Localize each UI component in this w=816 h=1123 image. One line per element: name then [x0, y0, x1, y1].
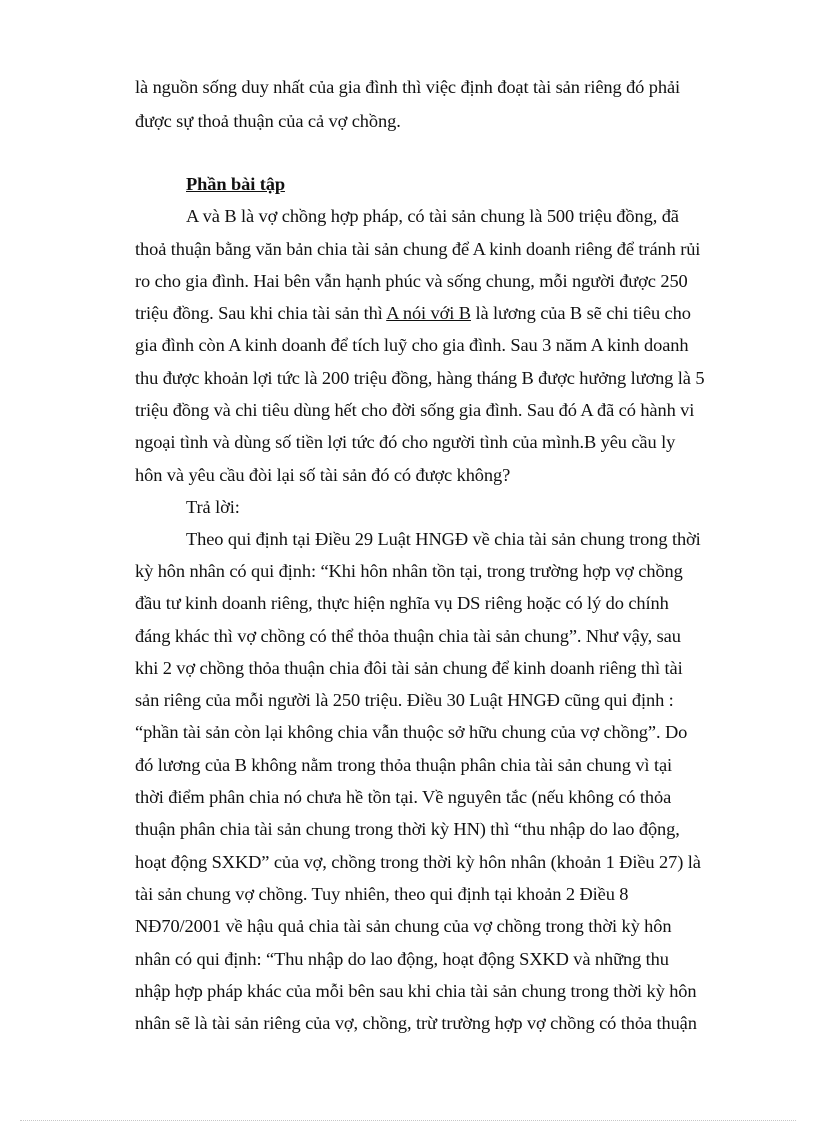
exercise-line: thoả thuận bằng văn bản chia tài sản chung để A kinh doanh riêng để tránh rủi: [135, 239, 701, 259]
exercise-line-4: [135, 304, 691, 322]
answer-line: nhân có qui định: “Thu nhập do lao động, hoạt động SXKD và những thu: [135, 949, 669, 969]
answer-line: sản riêng của mỗi người là 250 triệu. Điều 30 Luật HNGĐ cũng qui định :: [135, 690, 674, 710]
answer-line: kỳ hôn nhân có qui định: “Khi hôn nhân tồn tại, trong trường hợp vợ chồng: [135, 561, 683, 581]
answer-line: nhân sẽ là tài sản riêng của vợ, chồng, trừ trường hợp vợ chồng có thỏa thuận: [135, 1013, 697, 1033]
exercise-line: thu được khoản lợi tức là 200 triệu đồng, hàng tháng B được hưởng lương là 5: [135, 368, 705, 388]
answer-line: tài sản chung vợ chồng. Tuy nhiên, theo qui định tại khoản 2 Điều 8: [135, 884, 629, 904]
answer-line: đáng khác thì vợ chồng có thể thỏa thuận chia tài sản chung”. Như vậy, sau: [135, 626, 681, 646]
answer-line: hoạt động SXKD” của vợ, chồng trong thời kỳ hôn nhân (khoản 1 Điều 27) là: [135, 852, 701, 872]
exercise-line: A và B là vợ chồng hợp pháp, có tài sản chung là 500 triệu đồng, đã: [186, 206, 679, 226]
answer-line: đó lương của B không nằm trong thỏa thuận phân chia tài sản chung vì tại: [135, 755, 673, 775]
intro-line-2: được sự thoả thuận của cả vợ chồng.: [135, 111, 401, 131]
exercise-line-4-underlined: A nói với B: [386, 303, 471, 323]
exercise-heading: Phần bài tập: [186, 174, 285, 194]
page-bottom-divider: [20, 1120, 796, 1121]
exercise-line: gia đình còn A kinh doanh để tích luỹ cho gia đình. Sau 3 năm A kinh doanh: [135, 335, 689, 355]
intro-line-1: là nguồn sống duy nhất của gia đình thì việc định đoạt tài sản riêng đó phải: [135, 77, 681, 97]
exercise-line: ngoại tình và dùng số tiền lợi tức đó cho người tình của mình.B yêu cầu ly: [135, 432, 676, 452]
answer-line: thời điểm phân chia nó chưa hề tồn tại. Về nguyên tắc (nếu không có thỏa: [135, 787, 672, 807]
exercise-line: triệu đồng và chi tiêu dùng hết cho đời sống gia đình. Sau đó A đã có hành vi: [135, 400, 695, 420]
answer-line: “phần tài sản còn lại không chia vẫn thuộc sở hữu chung của vợ chồng”. Do: [135, 722, 688, 742]
answer-label: Trả lời:: [186, 497, 240, 517]
answer-line: đầu tư kinh doanh riêng, thực hiện nghĩa vụ DS riêng hoặc có lý do chính: [135, 593, 669, 613]
answer-line: nhập hợp pháp khác của mỗi bên sau khi chia tài sản chung trong thời kỳ hôn: [135, 981, 697, 1001]
exercise-line: hôn và yêu cầu đòi lại số tài sản đó có được không?: [135, 465, 511, 485]
exercise-line: ro cho gia đình. Hai bên vẫn hạnh phúc và sống chung, mỗi người được 250: [135, 271, 688, 291]
exercise-line-4-post: là lương của B sẽ chi tiêu cho: [470, 303, 691, 323]
exercise-line-4-pre: triệu đồng. Sau khi chia tài sản thì: [135, 303, 387, 323]
answer-line: Theo qui định tại Điều 29 Luật HNGĐ về chia tài sản chung trong thời: [186, 529, 701, 549]
answer-line: khi 2 vợ chồng thỏa thuận chia đôi tài sản chung để kinh doanh riêng thì tài: [135, 658, 683, 678]
answer-line: NĐ70/2001 về hậu quả chia tài sản chung của vợ chồng trong thời kỳ hôn: [135, 916, 672, 936]
answer-line: thuận phân chia tài sản chung trong thời kỳ HN) thì “thu nhập do lao động,: [135, 819, 680, 839]
